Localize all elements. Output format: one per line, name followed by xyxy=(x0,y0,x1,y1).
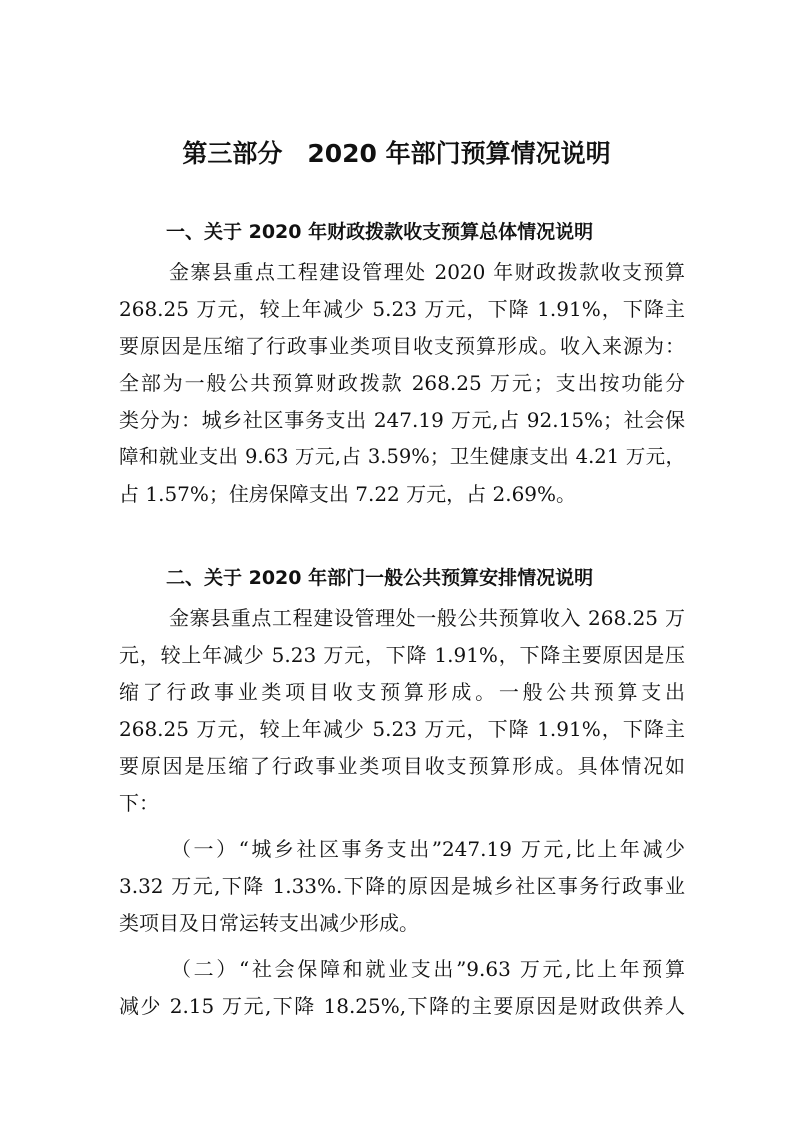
item-2-line: （二）“社会保障和就业支出”9.63 万元,比上年预算 xyxy=(171,957,685,981)
section-1-line: 占 1.57%；住房保障支出 7.22 万元，占 2.69%。 xyxy=(119,482,577,506)
item-1-line: 类项目及日常运转支出减少形成。 xyxy=(119,911,419,935)
section-2-line: 元，较上年减少 5.23 万元，下降 1.91%，下降主要原因是压 xyxy=(119,643,685,667)
section-2-line: 缩了行政事业类项目收支预算形成。一般公共预算支出 xyxy=(119,680,685,704)
section-1-line: 全部为一般公共预算财政拨款 268.25 万元；支出按功能分 xyxy=(119,371,685,395)
section-1-line: 金寨县重点工程建设管理处 2020 年财政拨款收支预算 xyxy=(169,260,685,284)
section-2-heading: 二、关于 2020 年部门一般公共预算安排情况说明 xyxy=(166,567,594,589)
section-1-line: 要原因是压缩了行政事业类项目收支预算形成。收入来源为： xyxy=(119,334,685,358)
item-2-line: 减少 2.15 万元,下降 18.25%,下降的主要原因是财政供养人 xyxy=(119,994,685,1018)
section-1-heading: 一、关于 2020 年财政拨款收支预算总体情况说明 xyxy=(166,221,594,243)
section-2-line: 要原因是压缩了行政事业类项目收支预算形成。具体情况如 xyxy=(119,754,685,778)
item-1-line: （一）“城乡社区事务支出”247.19 万元,比上年减少 xyxy=(171,837,685,861)
section-1-line: 障和就业支出 9.63 万元,占 3.59%；卫生健康支出 4.21 万元， xyxy=(119,445,685,468)
section-2-line: 金寨县重点工程建设管理处一般公共预算收入 268.25 万 xyxy=(169,606,685,630)
page-title: 第三部分 2020 年部门预算情况说明 xyxy=(182,139,611,168)
section-1-line: 268.25 万元，较上年减少 5.23 万元，下降 1.91%，下降主 xyxy=(119,297,685,321)
section-2-line: 268.25 万元，较上年减少 5.23 万元，下降 1.91%，下降主 xyxy=(119,717,685,741)
section-2-line: 下： xyxy=(119,791,159,815)
item-1-line: 3.32 万元,下降 1.33%.下降的原因是城乡社区事务行政事业 xyxy=(119,874,685,898)
section-1-line: 类分为：城乡社区事务支出 247.19 万元,占 92.15%；社会保 xyxy=(119,408,685,432)
